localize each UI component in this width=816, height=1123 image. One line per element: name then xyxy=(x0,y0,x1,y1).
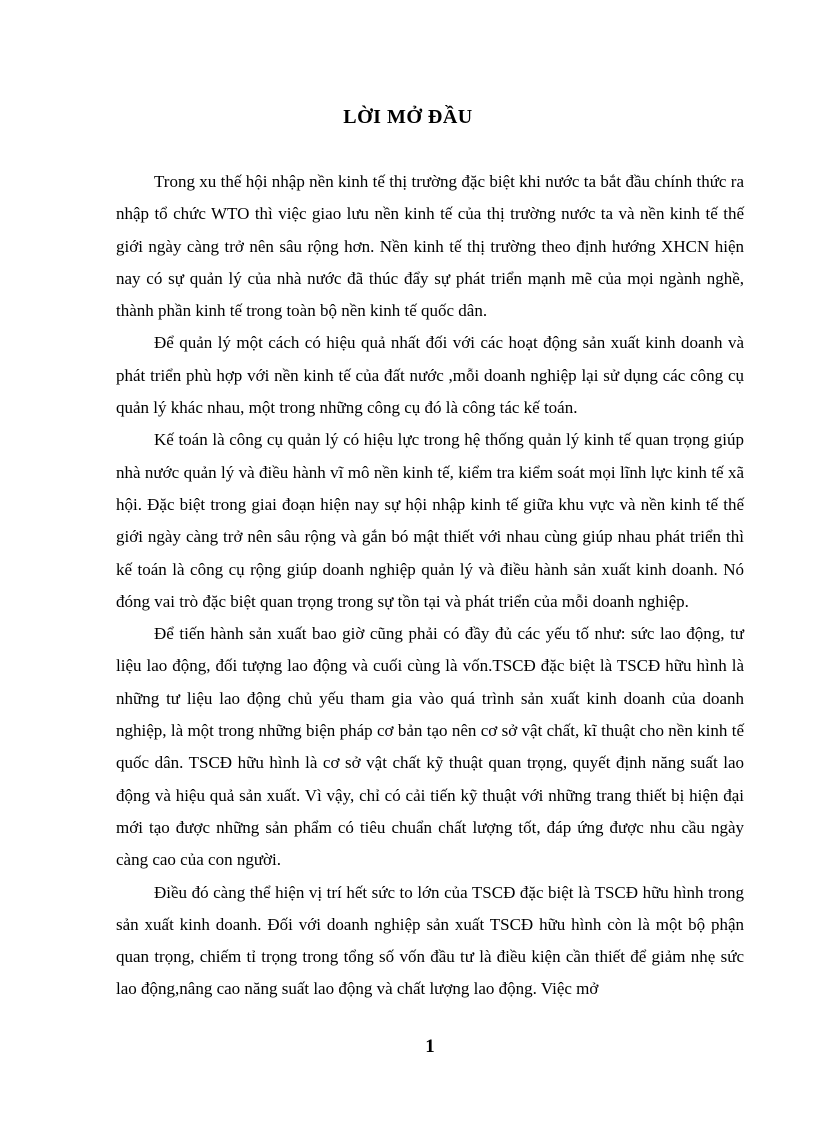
page-title: LỜI MỞ ĐẦU xyxy=(343,106,473,128)
paragraph-1: Trong xu thế hội nhập nền kinh tế thị trường đặc biệt khi nước ta bắt đầu chính thức ra nhập tổ chức WTO thì việc giao lưu nền kinh tế của thị trường nước ta và nền kinh tế thế giới ngày càng trở nên sâu rộng hơn. Nền kinh tế thị trường theo định hướng XHCN hiện nay có sự quản lý của nhà nước đã thúc đẩy sự phát triển mạnh mẽ của mọi ngành nghề, thành phần kinh tế trong toàn bộ nền kinh tế quốc dân. xyxy=(116,172,744,321)
paragraph-3: Kế toán là công cụ quản lý có hiệu lực trong hệ thống quản lý kinh tế quan trọng giúp nhà nước quản lý và điều hành vĩ mô nền kinh tế, kiểm tra kiểm soát mọi lĩnh lực kinh tế xã hội. Đặc biệt trong giai đoạn hiện nay sự hội nhập kinh tế giữa khu vực và nền kinh tế thế giới ngày càng trở nên sâu rộng và gắn bó mật thiết với nhau cùng giúp nhau phát triển thì kế toán là công cụ rộng giúp doanh nghiệp quản lý và điều hành sản xuất kinh doanh. Nó đóng vai trò đặc biệt quan trọng trong sự tồn tại và phát triển của mỗi doanh nghiệp. xyxy=(116,430,744,611)
body-text xyxy=(116,166,744,1006)
paragraph-5: Điều đó càng thể hiện vị trí hết sức to lớn của TSCĐ đặc biệt là TSCĐ hữu hình trong sản xuất kinh doanh. Đối với doanh nghiệp sản xuất TSCĐ hữu hình còn là một bộ phận quan trọng, chiếm tỉ trọng trong tổng số vốn đầu tư là điều kiện cần thiết để giảm nhẹ sức lao động,nâng cao năng suất lao động và chất lượng lao động. Việc mở xyxy=(116,882,744,999)
paragraph-4: Để tiến hành sản xuất bao giờ cũng phải có đầy đủ các yếu tố như: sức lao động, tư liệu lao động, đối tượng lao động và cuối cùng là vốn.TSCĐ đặc biệt là TSCĐ hữu hình là những tư liệu lao động chủ yếu tham gia vào quá trình sản xuất kinh doanh của doanh nghiệp, là một trong những biện pháp cơ bản tạo nên cơ sở vật chất, kĩ thuật cho nền kinh tế quốc dân. TSCĐ hữu hình là cơ sở vật chất kỹ thuật quan trọng, quyết định năng suất lao động và hiệu quả sản xuất. Vì vậy, chỉ có cải tiến kỹ thuật với những trang thiết bị hiện đại mới tạo được những sản phẩm có tiêu chuẩn chất lượng tốt, đáp ứng được nhu cầu ngày càng cao của con người. xyxy=(116,624,744,870)
paragraph-2: Để quản lý một cách có hiệu quả nhất đối với các hoạt động sản xuất kinh doanh và phát triển phù hợp với nền kinh tế của đất nước ,mỗi doanh nghiệp lại sử dụng các công cụ quản lý khác nhau, một trong những công cụ đó là công tác kế toán. xyxy=(116,333,744,418)
page-number: 1 xyxy=(425,1036,435,1057)
